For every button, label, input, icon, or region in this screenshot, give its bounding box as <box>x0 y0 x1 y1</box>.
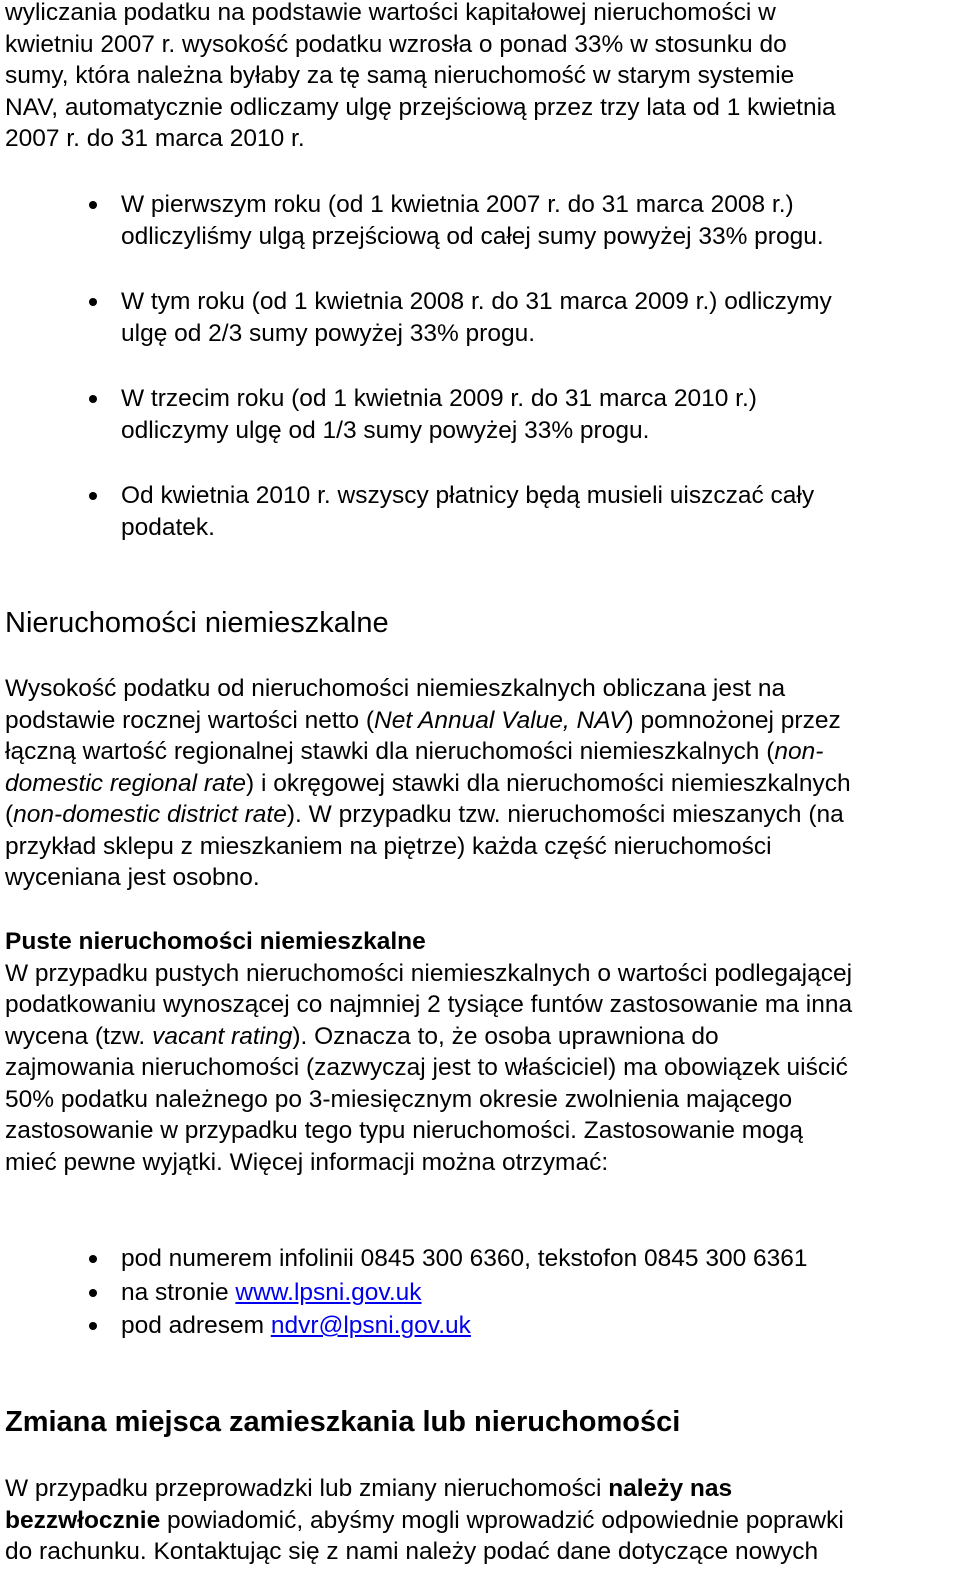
text-line: Wysokość podatku od nieruchomości niemieszkalnych obliczana jest na <box>5 675 786 702</box>
text-run: ) pomnożonej przez <box>625 706 841 734</box>
relief-bullet-list <box>0 189 955 543</box>
text-run: ). W przypadku tzw. nieruchomości mieszanych (na <box>286 801 844 828</box>
text-run: W przypadku przeprowadzki lub zmiany nieruchomości <box>5 1475 609 1502</box>
list-item <box>0 1277 955 1309</box>
list-item <box>0 189 955 252</box>
list-item <box>0 286 955 349</box>
list-item <box>0 1243 955 1275</box>
list-item <box>0 1310 955 1342</box>
text-run: na stronie <box>121 1278 236 1306</box>
text-line: W tym roku (od 1 kwietnia 2008 r. do 31 marca 2009 r.) odliczymy <box>121 288 832 315</box>
text-line: podatkowaniu wynoszącej co najmniej 2 tysiące funtów zastosowanie ma inna <box>5 991 853 1018</box>
section-heading-nondomestic: Nieruchomości niemieszkalne <box>5 607 389 639</box>
text-run: łączną wartość regionalnej stawki dla nieruchomości niemieszkalnych ( <box>5 738 775 765</box>
intro-paragraph <box>5 0 955 155</box>
text-line: podatek. <box>121 513 215 541</box>
text-line: odliczymy ulgę od 1/3 sumy powyżej 33% progu. <box>121 416 650 444</box>
bullet-icon <box>89 395 97 403</box>
email-link[interactable]: ndvr@lpsni.gov.uk <box>270 1312 471 1339</box>
text-run: powiadomić, abyśmy mogli wprowadzić odpowiednie poprawki <box>160 1506 844 1534</box>
text-line: odliczyliśmy ulgą przejściową od całej sumy powyżej 33% progu. <box>121 222 824 250</box>
italic-term: non-domestic district rate <box>13 801 287 828</box>
text-line <box>121 1310 955 1342</box>
text-line: mieć pewne wyjątki. Więcej informacji można otrzymać: <box>5 1148 609 1176</box>
subsection-heading-vacant: Puste nieruchomości niemieszkalne <box>5 928 426 955</box>
list-item <box>0 383 955 446</box>
text-line: W trzecim roku (od 1 kwietnia 2009 r. do 31 marca 2010 r.) <box>121 385 757 412</box>
italic-term: domestic regional rate <box>5 769 247 797</box>
text-run: ). Oznacza to, że osoba uprawniona do <box>292 1022 719 1050</box>
moving-paragraph <box>5 1473 955 1568</box>
bullet-icon <box>89 1255 97 1263</box>
text-line: przykład sklepu z mieszkaniem na piętrze) każda część nieruchomości <box>5 832 772 860</box>
text-line: zastosowanie w przypadku tego typu nieruchomości. Zastosowanie mogą <box>5 1117 804 1144</box>
text-line: kwietniu 2007 r. wysokość podatku wzrosła o ponad 33% w stosunku do <box>5 30 787 58</box>
bullet-icon <box>89 492 97 500</box>
text-line: sumy, która należna byłaby za tę samą nieruchomość w starym systemie <box>5 62 795 89</box>
text-line <box>5 799 955 831</box>
text-line <box>5 1505 955 1537</box>
text-line: wyliczania podatku na podstawie wartości kapitałowej nieruchomości w <box>5 0 776 26</box>
website-link[interactable]: www.lpsni.gov.uk <box>235 1278 422 1306</box>
text-run: ) i okręgowej stawki dla nieruchomości niemieszkalnych <box>246 769 851 797</box>
bullet-icon <box>89 201 97 209</box>
text-run: pod adresem <box>121 1312 271 1339</box>
text-run: podstawie rocznej wartości netto ( <box>5 706 375 734</box>
text-run: ( <box>5 801 14 828</box>
text-line <box>5 768 955 800</box>
bullet-icon <box>89 1322 97 1330</box>
text-line: zajmowania nieruchomości (zazwyczaj jest to właściciel) ma obowiązek uiścić <box>5 1054 848 1081</box>
section-heading-moving: Zmiana miejsca zamieszkania lub nieruchomości <box>5 1406 681 1438</box>
bullet-icon <box>89 1289 97 1297</box>
italic-term: Net Annual Value, NAV <box>374 706 626 734</box>
text-line: wyceniana jest osobno. <box>5 864 260 891</box>
italic-term: non- <box>774 738 824 765</box>
vacant-section <box>5 926 955 1178</box>
text-line: 2007 r. do 31 marca 2010 r. <box>5 125 305 152</box>
bullet-icon <box>89 298 97 306</box>
text-line <box>5 705 955 737</box>
helpline-text: pod numerem infolinii 0845 300 6360, tekstofon 0845 300 6361 <box>121 1245 808 1272</box>
italic-term: vacant rating <box>152 1022 293 1050</box>
text-line: W przypadku pustych nieruchomości niemieszkalnych o wartości podlegającej <box>5 959 853 987</box>
text-line <box>5 1021 955 1053</box>
text-line: NAV, automatycznie odliczamy ulgę przejściową przez trzy lata od 1 kwietnia <box>5 93 836 121</box>
contact-bullet-list <box>0 1243 955 1342</box>
text-run: wycena (tzw. <box>5 1022 153 1050</box>
text-line <box>5 736 955 768</box>
bold-run: należy nas <box>608 1475 733 1502</box>
text-line: W pierwszym roku (od 1 kwietnia 2007 r. do 31 marca 2008 r.) <box>121 191 794 218</box>
text-line: Od kwietnia 2010 r. wszyscy płatnicy będą musieli uiszczać cały <box>121 482 815 509</box>
text-line: do rachunku. Kontaktując się z nami należy podać dane dotyczące nowych <box>5 1538 819 1565</box>
text-line <box>121 1277 955 1309</box>
nondomestic-paragraph <box>5 673 955 894</box>
text-line: ulgę od 2/3 sumy powyżej 33% progu. <box>121 319 536 347</box>
text-line: 50% podatku należnego po 3-miesięcznym okresie zwolnienia mającego <box>5 1085 793 1113</box>
list-item <box>0 480 955 543</box>
bold-run: bezzwłocznie <box>5 1506 161 1534</box>
text-line <box>5 1473 955 1505</box>
